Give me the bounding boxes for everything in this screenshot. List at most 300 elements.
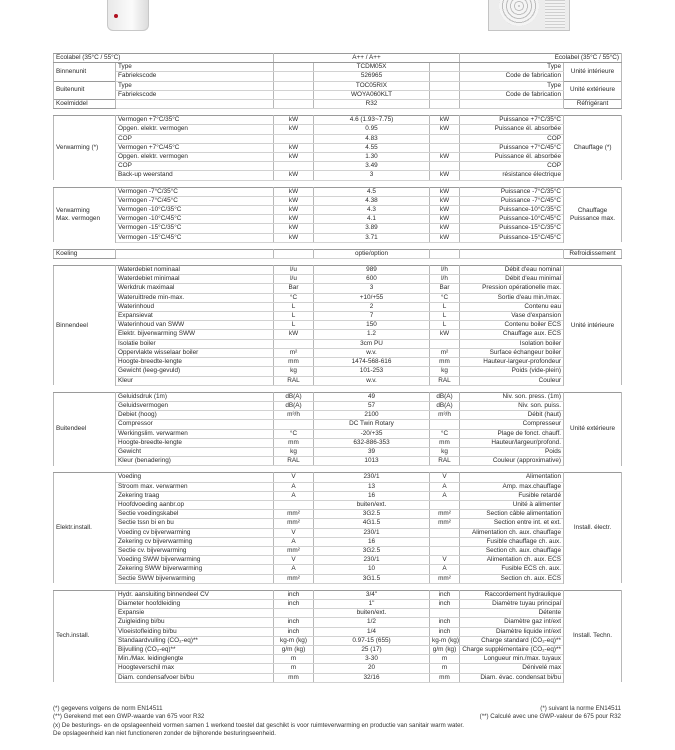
unit-nl: RAL: [274, 457, 314, 466]
value: 526965: [314, 72, 430, 81]
unit-nl: kW: [274, 116, 314, 125]
value: optie/option: [314, 249, 430, 258]
unit-nl: [274, 609, 314, 618]
unit-fr: kW: [430, 215, 460, 224]
spec-row: [54, 171, 622, 180]
param-fr: [460, 100, 564, 109]
unit-nl: [274, 249, 314, 258]
unit-nl: l/u: [274, 275, 314, 284]
spec-row: [54, 215, 622, 224]
param-fr: Débit d'eau nominal: [460, 266, 564, 275]
param-nl: Hoofdvoeding aanbr.op: [116, 500, 274, 509]
unit-nl: kW: [274, 153, 314, 162]
param-fr: Diamètre tuyau principal: [460, 599, 564, 608]
param-fr: Amp. max.chauffage: [460, 482, 564, 491]
param-fr: Contenu boiler ECS: [460, 321, 564, 330]
value: 632-886-353: [314, 438, 430, 447]
unit-fr: mm²: [430, 510, 460, 519]
param-nl: Sectie tssn bi en bu: [116, 519, 274, 528]
param-fr: Puissance -7°C/45°C: [460, 196, 564, 205]
unit-fr: [430, 143, 460, 152]
spec-row: [54, 196, 622, 205]
param-nl: Hoogte-breedte-lengte: [116, 438, 274, 447]
product-images: [0, 0, 675, 50]
param-nl: Fabriekscode: [116, 72, 274, 81]
param-nl: Vloeistofleiding bi/bu: [116, 627, 274, 636]
unit-nl: V: [274, 528, 314, 537]
group-label-fr: Chauffage Puissance max.: [564, 187, 622, 242]
param-fr: Poids (vide-plein): [460, 367, 564, 376]
unit-fr: l/h: [430, 266, 460, 275]
param-fr: Diam. évac. condensat bi/bu: [460, 673, 564, 682]
value: 3.49: [314, 162, 430, 171]
param-fr: Dénivelé max: [460, 664, 564, 673]
value: 4.55: [314, 143, 430, 152]
spec-row: [54, 457, 622, 466]
spec-row: [54, 321, 622, 330]
value: 150: [314, 321, 430, 330]
value: 4.1: [314, 215, 430, 224]
unit-fr: RAL: [430, 457, 460, 466]
ecolabel-value: A++ / A++: [274, 54, 460, 63]
spec-table: [53, 53, 622, 683]
unit-nl: dB(A): [274, 392, 314, 401]
group-spacer: [54, 180, 622, 187]
param-nl: Vermogen +7°C/35°C: [116, 116, 274, 125]
unit-fr: mm: [430, 358, 460, 367]
unit-fr: RAL: [430, 376, 460, 385]
value: 25 (17): [314, 645, 430, 654]
value: 2: [314, 302, 430, 311]
value: 16: [314, 537, 430, 546]
spec-row: [54, 275, 622, 284]
spec-row: [54, 266, 622, 275]
unit-nl: [274, 72, 314, 81]
spec-row: [54, 636, 622, 645]
param-fr: Fusible retardé: [460, 491, 564, 500]
param-nl: Vermogen -7°C/45°C: [116, 196, 274, 205]
spec-row: [54, 153, 622, 162]
group-spacer: [54, 466, 622, 473]
group-label-fr: Unité intérieure: [564, 266, 622, 386]
footnote-3: (x) De besturings- en de opslageenheid vormen samen 1 werkend toestel dat geschikt is voor ruimteverwarming en productie van sanitair warm water.: [53, 721, 464, 729]
group-label-fr: Refroidissement: [564, 249, 622, 258]
param-nl: Bijvulling (CO₂-eq)**: [116, 645, 274, 654]
unit-fr: [430, 72, 460, 81]
param-nl: Voeding cv bijverwarming: [116, 528, 274, 537]
param-nl: Stroom max. verwarmen: [116, 482, 274, 491]
unit-nl: L: [274, 321, 314, 330]
param-fr: Niv. son. puiss.: [460, 401, 564, 410]
param-fr: Débit d'eau minimal: [460, 275, 564, 284]
param-fr: Puissance -7°C/35°C: [460, 187, 564, 196]
group-label-nl: Binnendeel: [54, 266, 116, 386]
group-label-fr: Réfrigérant: [564, 100, 622, 109]
value: 230/1: [314, 556, 430, 565]
param-fr: Alimentation ch. aux. ECS: [460, 556, 564, 565]
unit-fr: [430, 134, 460, 143]
param-fr: Puissance él. absorbée: [460, 153, 564, 162]
unit-nl: kW: [274, 224, 314, 233]
unit-nl: kW: [274, 171, 314, 180]
unit-fr: A: [430, 482, 460, 491]
group-label-fr: Unité extérieure: [564, 392, 622, 466]
spec-row: [54, 90, 622, 99]
spec-row: [54, 302, 622, 311]
group-label-nl: Verwarming Max. vermogen: [54, 187, 116, 242]
param-nl: COP: [116, 162, 274, 171]
param-fr: Surface échangeur boiler: [460, 348, 564, 357]
param-nl: COP: [116, 134, 274, 143]
value: 16: [314, 491, 430, 500]
param-nl: Opgen. elektr. vermogen: [116, 153, 274, 162]
footnote-2-nl: (**) Gerekend met een GWP-waarde van 675 voor R32: [53, 713, 205, 721]
unit-fr: mm: [430, 673, 460, 682]
param-nl: Oppervlakte wisselaar boiler: [116, 348, 274, 357]
param-fr: Puissance +7°C/45°C: [460, 143, 564, 152]
param-nl: Kleur (benadering): [116, 457, 274, 466]
unit-fr: [430, 609, 460, 618]
group-label-nl: Verwarming (*): [54, 116, 116, 180]
param-nl: [116, 100, 274, 109]
ecolabel-label-fr: Ecolabel (35°C / 55°C): [460, 54, 622, 63]
value: 57: [314, 401, 430, 410]
value: 4.3: [314, 206, 430, 215]
unit-nl: kW: [274, 187, 314, 196]
param-fr: Détente: [460, 609, 564, 618]
value: R32: [314, 100, 430, 109]
unit-fr: mm²: [430, 574, 460, 583]
group-spacer: [54, 385, 622, 392]
group-spacer: [54, 242, 622, 249]
group-label-nl: Buitendeel: [54, 392, 116, 466]
group-label-nl: Koelmiddel: [54, 100, 116, 109]
unit-nl: inch: [274, 618, 314, 627]
spec-row: [54, 537, 622, 546]
unit-nl: [274, 63, 314, 72]
unit-nl: Bar: [274, 284, 314, 293]
spec-row: [54, 206, 622, 215]
footnote-1-fr: (*) suivant la norme EN14511: [540, 705, 621, 712]
spec-row: [54, 116, 622, 125]
value: 13: [314, 482, 430, 491]
param-nl: Hoogteverschil max: [116, 664, 274, 673]
param-fr: Fusible ECS ch. aux.: [460, 565, 564, 574]
group-label-nl: Buitenunit: [54, 81, 116, 99]
spec-row: [54, 72, 622, 81]
unit-fr: °C: [430, 429, 460, 438]
param-nl: Kleur: [116, 376, 274, 385]
spec-row: [54, 609, 622, 618]
spec-row: [54, 655, 622, 664]
footnote-2-fr: (**) Calculé avec une GWP-valeur de 675 pour R32: [479, 713, 621, 721]
spec-row: [54, 556, 622, 565]
unit-nl: l/u: [274, 266, 314, 275]
param-nl: Hydr. aansluiting binnendeel CV: [116, 590, 274, 599]
spec-row: [54, 599, 622, 608]
unit-fr: [430, 339, 460, 348]
spec-row: [54, 500, 622, 509]
unit-nl: mm²: [274, 574, 314, 583]
unit-fr: [430, 162, 460, 171]
spec-row: [54, 312, 622, 321]
unit-nl: A: [274, 565, 314, 574]
param-nl: Waterinhoud van SWW: [116, 321, 274, 330]
unit-nl: mm: [274, 438, 314, 447]
indoor-unit-image: [107, 0, 149, 31]
param-fr: Type: [460, 63, 564, 72]
spec-row: [54, 447, 622, 456]
param-fr: Alimentation: [460, 473, 564, 482]
unit-fr: kW: [430, 330, 460, 339]
unit-fr: inch: [430, 627, 460, 636]
param-nl: Hoogte-breedte-lengte: [116, 358, 274, 367]
value: buiten/ext.: [314, 609, 430, 618]
param-fr: Chauffage aux. ECS: [460, 330, 564, 339]
spec-row: [54, 358, 622, 367]
param-nl: Type: [116, 63, 274, 72]
ecolabel-row: [54, 54, 622, 63]
unit-nl: m³/h: [274, 411, 314, 420]
param-fr: Puissance-15°C/45°C: [460, 233, 564, 242]
param-fr: Unité à alimenter: [460, 500, 564, 509]
unit-fr: V: [430, 473, 460, 482]
unit-fr: m³/h: [430, 411, 460, 420]
unit-fr: l/h: [430, 275, 460, 284]
grille-icon: [545, 0, 565, 28]
value: WOYA060KLT: [314, 90, 430, 99]
indicator-dot-icon: [114, 14, 118, 18]
spec-row: [54, 187, 622, 196]
unit-nl: [274, 339, 314, 348]
spec-row: [54, 376, 622, 385]
unit-fr: inch: [430, 618, 460, 627]
group-label-nl: Koeling: [54, 249, 116, 258]
param-nl: Gewicht: [116, 447, 274, 456]
param-fr: Couleur: [460, 376, 564, 385]
unit-fr: mm: [430, 438, 460, 447]
spec-row: [54, 482, 622, 491]
unit-fr: kg-m (kg): [430, 636, 460, 645]
group-label-nl: Elektr.install.: [54, 473, 116, 583]
value: 1.30: [314, 153, 430, 162]
param-nl: Min./Max. leidinglengte: [116, 655, 274, 664]
value: 1474-568-616: [314, 358, 430, 367]
value: 3: [314, 171, 430, 180]
group-label-fr: Install. électr.: [564, 473, 622, 583]
param-nl: Compressor: [116, 420, 274, 429]
unit-fr: kg: [430, 447, 460, 456]
value: 0.95: [314, 125, 430, 134]
param-fr: [460, 249, 564, 258]
param-nl: Vermogen -10°C/45°C: [116, 215, 274, 224]
unit-nl: kW: [274, 215, 314, 224]
param-nl: Isolatie boiler: [116, 339, 274, 348]
spec-row: [54, 673, 622, 682]
spec-row: [54, 100, 622, 109]
unit-nl: dB(A): [274, 401, 314, 410]
group-label-fr: Chauffage (*): [564, 116, 622, 180]
unit-nl: inch: [274, 599, 314, 608]
unit-nl: inch: [274, 627, 314, 636]
param-fr: Pression opérationelle max.: [460, 284, 564, 293]
value: 3-30: [314, 655, 430, 664]
value: 0.97-15 (655): [314, 636, 430, 645]
param-fr: Longueur min./max. tuyaux: [460, 655, 564, 664]
value: 10: [314, 565, 430, 574]
param-nl: Vermogen -15°C/45°C: [116, 233, 274, 242]
unit-fr: kW: [430, 125, 460, 134]
fan-icon: [499, 0, 539, 26]
spec-row: [54, 134, 622, 143]
value: 3G1.5: [314, 574, 430, 583]
unit-nl: m: [274, 655, 314, 664]
unit-nl: inch: [274, 590, 314, 599]
unit-fr: mm²: [430, 519, 460, 528]
param-nl: Vermogen -15°C/35°C: [116, 224, 274, 233]
unit-fr: [430, 81, 460, 90]
param-fr: Section ch. aux. chauffage: [460, 546, 564, 555]
unit-fr: [430, 90, 460, 99]
unit-fr: Bar: [430, 284, 460, 293]
param-fr: Vase d'expansion: [460, 312, 564, 321]
unit-nl: [274, 90, 314, 99]
param-nl: Gewicht (leeg-gevuld): [116, 367, 274, 376]
spec-row: [54, 510, 622, 519]
value: 49: [314, 392, 430, 401]
value: 20: [314, 664, 430, 673]
param-fr: Alimentation ch. aux. chauffage: [460, 528, 564, 537]
unit-fr: kW: [430, 233, 460, 242]
spec-row: [54, 491, 622, 500]
param-fr: Section câble alimentation: [460, 510, 564, 519]
unit-nl: A: [274, 482, 314, 491]
unit-fr: [430, 100, 460, 109]
value: TCDM05X: [314, 63, 430, 72]
spec-row: [54, 162, 622, 171]
outdoor-unit-image: [488, 0, 570, 31]
param-nl: Expansie: [116, 609, 274, 618]
group-label-fr: Install. Techn.: [564, 590, 622, 682]
unit-fr: kW: [430, 224, 460, 233]
group-spacer: [54, 109, 622, 116]
unit-nl: mm²: [274, 519, 314, 528]
unit-fr: kW: [430, 187, 460, 196]
value: 7: [314, 312, 430, 321]
param-nl: Waterinhoud: [116, 302, 274, 311]
unit-nl: [274, 134, 314, 143]
unit-fr: [430, 528, 460, 537]
param-fr: résistance électrique: [460, 171, 564, 180]
value: 1/2: [314, 618, 430, 627]
param-nl: Zekering traag: [116, 491, 274, 500]
param-fr: Type: [460, 81, 564, 90]
unit-fr: [430, 537, 460, 546]
group-label-nl: Tech.install.: [54, 590, 116, 682]
unit-nl: g/m (kg): [274, 645, 314, 654]
value: 1": [314, 599, 430, 608]
group-spacer: [54, 583, 622, 590]
param-fr: Compresseur: [460, 420, 564, 429]
spec-row: [54, 224, 622, 233]
param-nl: Voeding: [116, 473, 274, 482]
unit-fr: A: [430, 491, 460, 500]
unit-nl: [274, 100, 314, 109]
unit-nl: kW: [274, 143, 314, 152]
unit-fr: [430, 249, 460, 258]
param-fr: Hauteur/largeur/profond.: [460, 438, 564, 447]
spec-row: [54, 574, 622, 583]
value: 3.89: [314, 224, 430, 233]
spec-row: [54, 473, 622, 482]
param-nl: Elektr. bijverwarming SWW: [116, 330, 274, 339]
unit-fr: V: [430, 556, 460, 565]
unit-nl: m²: [274, 348, 314, 357]
unit-fr: kg: [430, 367, 460, 376]
spec-row: [54, 401, 622, 410]
spec-row: [54, 233, 622, 242]
unit-nl: [274, 162, 314, 171]
spec-row: [54, 63, 622, 72]
unit-nl: mm²: [274, 546, 314, 555]
param-fr: Niv. son. press. (1m): [460, 392, 564, 401]
param-nl: Werkdruk maximaal: [116, 284, 274, 293]
value: 4.83: [314, 134, 430, 143]
unit-nl: [274, 81, 314, 90]
unit-fr: °C: [430, 293, 460, 302]
value: 3cm PU: [314, 339, 430, 348]
param-nl: Type: [116, 81, 274, 90]
unit-nl: [274, 500, 314, 509]
unit-nl: °C: [274, 429, 314, 438]
unit-fr: m: [430, 655, 460, 664]
value: DC Twin Rotary: [314, 420, 430, 429]
param-nl: Diameter hoofdleiding: [116, 599, 274, 608]
param-nl: Geluidsvermogen: [116, 401, 274, 410]
unit-fr: m: [430, 664, 460, 673]
group-label-fr: Unité intérieure: [564, 63, 622, 81]
param-fr: COP: [460, 134, 564, 143]
value: 4G1.5: [314, 519, 430, 528]
group-label-nl: Binnenunit: [54, 63, 116, 81]
unit-fr: [430, 63, 460, 72]
unit-nl: mm: [274, 358, 314, 367]
param-fr: Puissance +7°C/35°C: [460, 116, 564, 125]
spec-row: [54, 330, 622, 339]
spec-row: [54, 81, 622, 90]
spec-row: [54, 143, 622, 152]
spec-row: [54, 249, 622, 258]
unit-nl: m: [274, 664, 314, 673]
unit-nl: kW: [274, 196, 314, 205]
param-fr: Code de fabrication: [460, 90, 564, 99]
value: 3G2.5: [314, 546, 430, 555]
value: 1/4: [314, 627, 430, 636]
param-nl: Voeding SWW bijverwarming: [116, 556, 274, 565]
unit-fr: [430, 546, 460, 555]
unit-nl: kg-m (kg): [274, 636, 314, 645]
unit-nl: mm: [274, 673, 314, 682]
unit-nl: [274, 420, 314, 429]
spec-row: [54, 125, 622, 134]
value: 1.2: [314, 330, 430, 339]
value: w.v.: [314, 376, 430, 385]
value: 32/16: [314, 673, 430, 682]
value: 39: [314, 447, 430, 456]
footnotes: [53, 705, 621, 739]
unit-fr: dB(A): [430, 392, 460, 401]
param-nl: Debiet (hoog): [116, 411, 274, 420]
